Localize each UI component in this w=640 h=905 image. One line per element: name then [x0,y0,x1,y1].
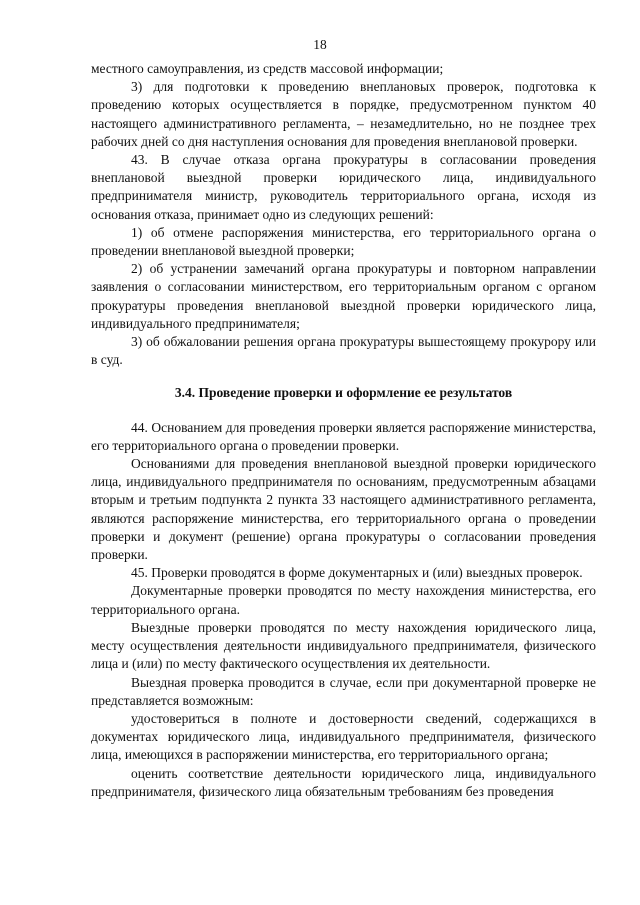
paragraph: Выездные проверки проводятся по месту нахождения юридического лица, месту осуществления деятельности индивидуального предпринимателя, физического лица и (или) по месту фактического осуществления их деятельности. [91,619,596,672]
paragraph: удостовериться в полноте и достоверности сведений, содержащихся в документах юридического лица, индивидуального предпринимателя, физического лица, имеющихся в распоряжении министерства, его территориального органа; [91,710,596,763]
paragraph: 44. Основанием для проведения проверки является распоряжение министерства, его территориального органа о проведении проверки. [91,419,596,453]
paragraph: 3) для подготовки к проведению внеплановых проверок, подготовка к проведению которых осуществляется в порядке, предусмотренном пунктом 40 настоящего административного регламента, – незамедлительно, но не позднее трех рабочих дней со дня наступления основания для проведения внеплановой проверки. [91,79,596,149]
paragraph: 3) об обжаловании решения органа прокуратуры вышестоящему прокурору или в суд. [91,334,596,368]
paragraph: Документарные проверки проводятся по месту нахождения министерства, его территориального органа. [91,583,596,617]
paragraph: 2) об устранении замечаний органа прокуратуры и повторном направлении заявления о согласовании министерством, его территориальным органом с органом прокуратуры проведения внеплановой выездной проверки юридического лица, индивидуального предпринимателя; [91,261,596,331]
paragraph: Выездная проверка проводится в случае, если при документарной проверке не представляется возможным: [91,674,596,708]
paragraph: местного самоуправления, из средств массовой информации; [91,61,444,76]
paragraph: Основаниями для проведения внеплановой выездной проверки юридического лица, индивидуального предпринимателя по основаниям, предусмотренным абзацами вторым и третьим подпункта 2 пункта 33 настоящего административного регламента, являются распоряжение министерства, его территориального органа о проведении проверки и документ (решение) органа прокуратуры о согласовании проведения проверки. [91,456,596,563]
section-heading: 3.4. Проведение проверки и оформление ее результатов [174,385,513,401]
paragraph: 43. В случае отказа органа прокуратуры в согласовании проведения внеплановой выездной проверки юридического лица, индивидуального предпринимателя министр, руководитель территориального органа, исходя из основания отказа, принимает одно из следующих решений: [91,152,596,222]
paragraph: 45. Проверки проводятся в форме документарных и (или) выездных проверок. [131,565,583,581]
paragraph: оценить соответствие деятельности юридического лица, индивидуального предпринимателя, физического лица обязательным требованиям без проведения [91,765,596,799]
document-body [91,60,596,801]
paragraph: 1) об отмене распоряжения министерства, его территориального органа о проведении внеплановой выездной проверки; [91,224,596,259]
page-number: 18 [313,37,327,52]
